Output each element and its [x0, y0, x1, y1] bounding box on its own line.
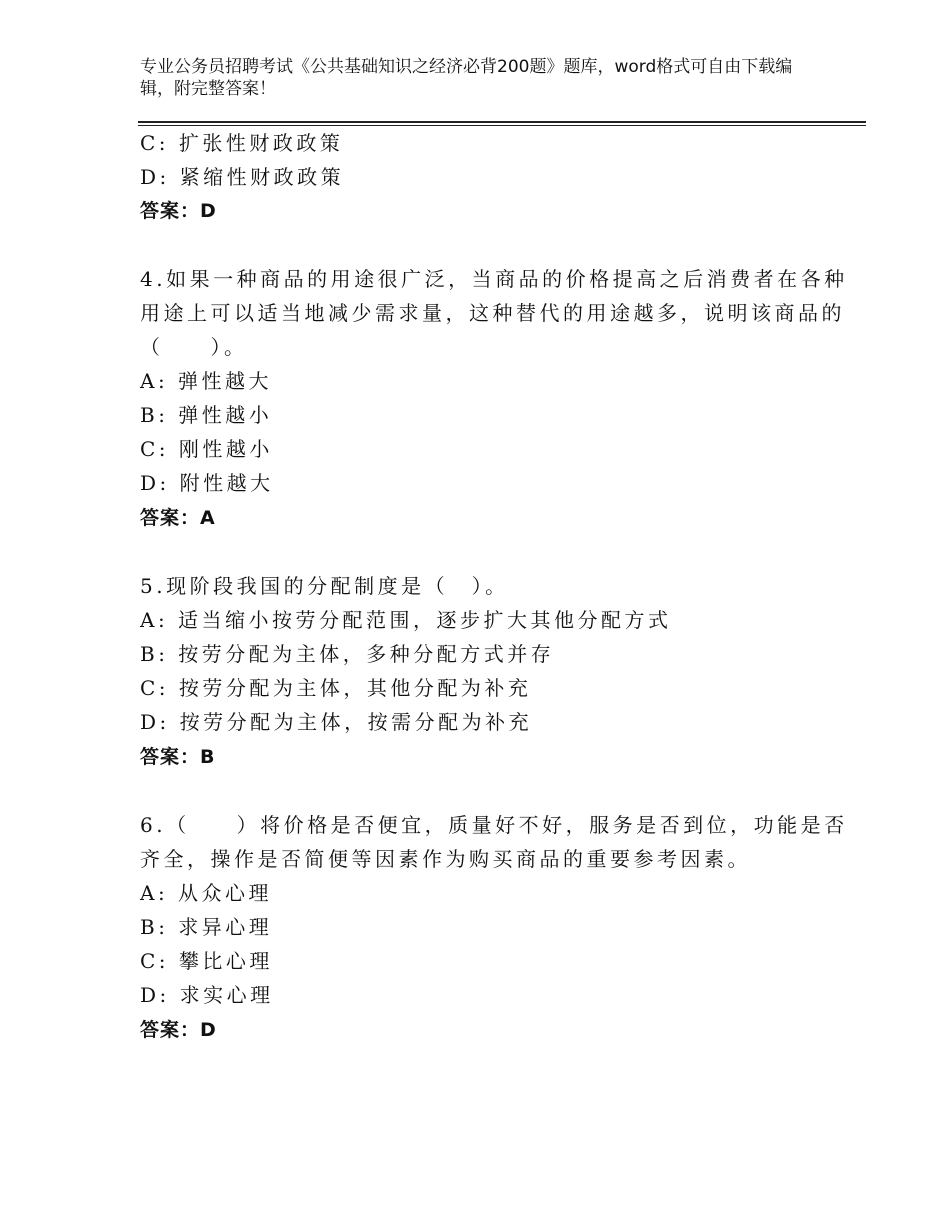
q5-text-line-1: 5.现阶段我国的分配制度是（ ）。 [140, 574, 509, 598]
q4-option-d: D: 附性越大 [140, 471, 274, 495]
q5-option-d: D: 按劳分配为主体，按需分配为补充 [140, 710, 533, 734]
q4-option-b: B: 弹性越小 [140, 403, 273, 427]
q6-text-line-1: 6.（ ）将价格是否便宜，质量好不好，服务是否到位，功能是否 [140, 813, 848, 837]
q6-answer: 答案：D [140, 1019, 217, 1041]
q6-option-b: B: 求异心理 [140, 915, 273, 939]
page-header: 专业公务员招聘考试《公共基础知识之经济必背200题》题库，word格式可自由下载编辑，附完整答案！ [140, 57, 793, 99]
q3-option-c: C: 扩张性财政政策 [140, 131, 344, 155]
q4-option-c: C: 刚性越小 [140, 437, 273, 461]
q4-text-line-3: （ ）。 [140, 335, 248, 359]
q5-option-c: C: 按劳分配为主体，其他分配为补充 [140, 676, 532, 700]
header-rule-thick [138, 121, 866, 123]
q6-option-a: A: 从众心理 [140, 881, 273, 905]
header-rule-thin [138, 125, 866, 126]
q4-text-line-1: 4.如果一种商品的用途很广泛，当商品的价格提高之后消费者在各种 [140, 267, 848, 291]
q5-option-b: B: 按劳分配为主体，多种分配方式并存 [140, 642, 555, 666]
q5-option-a: A: 适当缩小按劳分配范围，逐步扩大其他分配方式 [140, 608, 672, 632]
q3-answer: 答案：D [140, 200, 217, 222]
q4-answer: 答案：A [140, 507, 216, 529]
q4-option-a: A: 弹性越大 [140, 369, 273, 393]
q4-text-line-2: 用途上可以适当地减少需求量，这种替代的用途越多，说明该商品的 [140, 301, 845, 325]
q6-option-d: D: 求实心理 [140, 983, 274, 1007]
q3-option-d: D: 紧缩性财政政策 [140, 165, 345, 189]
q6-text-line-2: 齐全，操作是否简便等因素作为购买商品的重要参考因素。 [140, 847, 751, 871]
q5-answer: 答案：B [140, 746, 216, 768]
q6-option-c: C: 攀比心理 [140, 949, 273, 973]
